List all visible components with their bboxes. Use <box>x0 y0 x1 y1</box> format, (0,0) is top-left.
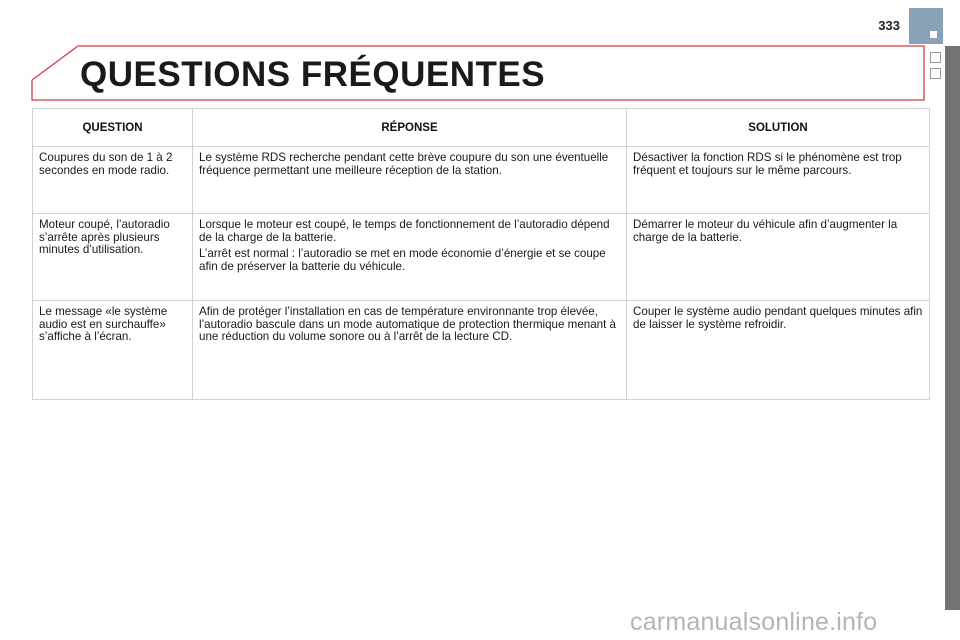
answer-text: Le système RDS recherche pendant cette brève coupure du son une éventuelle fréquence permettant une meilleure réception de la station. <box>199 151 609 177</box>
table-row <box>33 147 930 214</box>
nav-box-2 <box>930 68 941 79</box>
page-title: QUESTIONS FRÉQUENTES <box>80 55 546 94</box>
table-header-row <box>33 109 930 147</box>
answer-cell <box>193 301 627 400</box>
answer-cell <box>193 147 627 214</box>
nav-box-1 <box>930 52 941 63</box>
question-cell: Moteur coupé, l’autoradio s’arrête après plusieurs minutes d’utilisation. <box>33 214 193 301</box>
solution-cell: Désactiver la fonction RDS si le phénomène est trop fréquent et toujours sur le même parcours. <box>627 147 930 214</box>
corner-square-icon <box>930 31 937 38</box>
question-cell: Coupures du son de 1 à 2 secondes en mode radio. <box>33 147 193 214</box>
table-row <box>33 214 930 301</box>
header-solution: SOLUTION <box>627 109 930 147</box>
page-number: 333 <box>878 18 900 33</box>
faq-table <box>32 108 930 400</box>
table-row <box>33 301 930 400</box>
right-sidebar-bar <box>945 46 960 610</box>
solution-cell: Couper le système audio pendant quelques minutes afin de laisser le système refroidir. <box>627 301 930 400</box>
answer-text: L’arrêt est normal : l’autoradio se met en mode économie d’énergie et se coupe afin de préserver la batterie du véhicule. <box>199 247 606 273</box>
header-question: QUESTION <box>33 109 193 147</box>
question-cell: Le message «le système audio est en surchauffe» s’affiche à l’écran. <box>33 301 193 400</box>
answer-text: Lorsque le moteur est coupé, le temps de fonctionnement de l’autoradio dépend de la charge de la batterie. <box>199 218 610 244</box>
answer-cell <box>193 214 627 301</box>
header-answer: RÉPONSE <box>193 109 627 147</box>
answer-text: Afin de protéger l’installation en cas de température environnante trop élevée, l’autoradio bascule dans un mode automatique de protection thermique menant à une réduction du volume sonore ou à l’arrêt de la lecture CD. <box>199 305 617 343</box>
solution-cell: Démarrer le moteur du véhicule afin d’augmenter la charge de la batterie. <box>627 214 930 301</box>
watermark: carmanualsonline.info <box>630 608 878 636</box>
